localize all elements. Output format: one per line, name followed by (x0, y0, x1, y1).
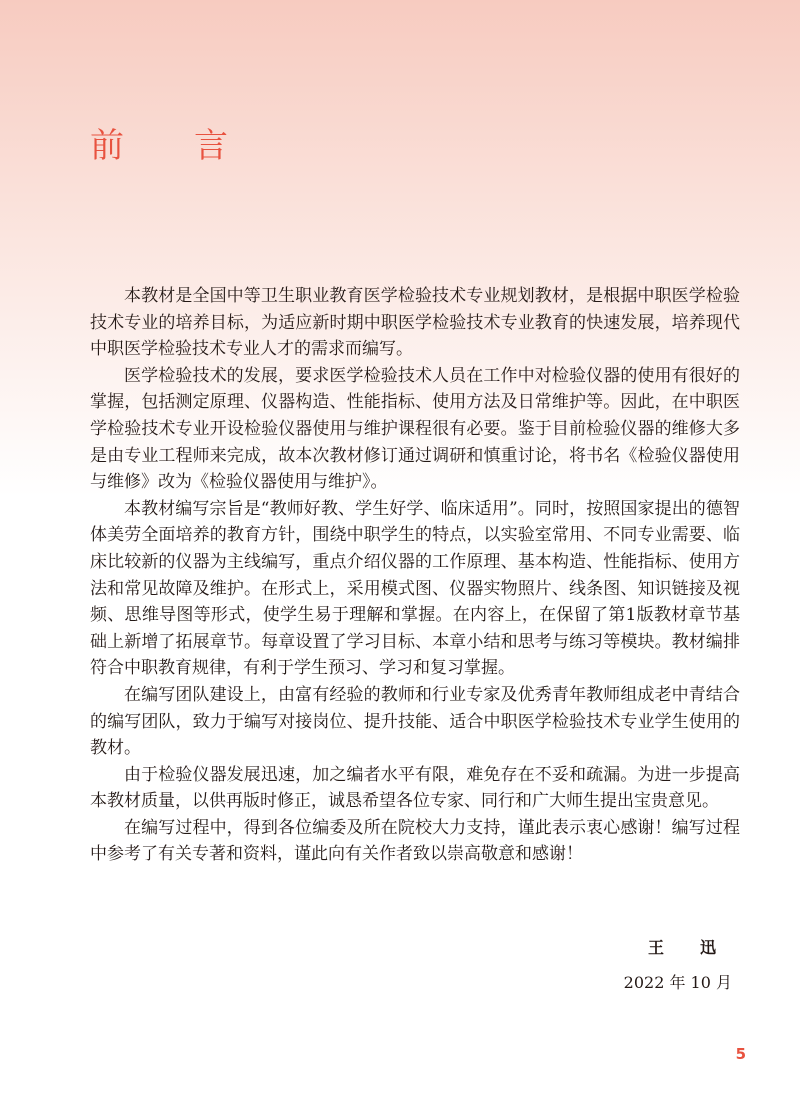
paragraph: 在编写过程中，得到各位编委及所在院校大力支持，谨此表示衷心感谢！编写过程中参考了有关专著和资料，谨此向有关作者致以崇高敬意和感谢！ (90, 817, 740, 865)
paragraph: 由于检验仪器发展迅速，加之编者水平有限，难免存在不妥和疏漏。为进一步提高本教材质量，以供再版时修正，诚恳希望各位专家、同行和广大师生提出宝贵意见。 (90, 764, 740, 812)
page-number: 5 (735, 1045, 746, 1063)
page-title: 前 言 (90, 126, 246, 166)
paragraph: 在编写团队建设上，由富有经验的教师和行业专家及优秀青年教师组成老中青结合的编写团队，致力于编写对接岗位、提升技能、适合中职医学检验技术专业学生使用的教材。 (90, 684, 740, 759)
paragraph: 本教材编写宗旨是“教师好教、学生好学、临床适用”。同时，按照国家提出的德智体美劳全面培养的教育方针，围绕中职学生的特点，以实验室常用、不同专业需要、临床比较新的仪器为主线编写，重点介绍仪器的工作原理、基本构造、性能指标、使用方法和常见故障及维护。在形式上，采用模式图、仪器实物照片、线条图、知识链接及视频、思维导图等形式，使学生易于理解和掌握。在内容上，在保留了第1版教材章节基础上新增了拓展章节。每章设置了学习目标、本章小结和思考与练习等模块。教材编排符合中职教育规律，有利于学生预习、学习和复习掌握。 (90, 498, 740, 679)
preface-body (90, 283, 740, 868)
author-signature: 王 迅 (647, 938, 726, 957)
paragraph: 医学检验技术的发展，要求医学检验技术人员在工作中对检验仪器的使用有很好的掌握，包括测定原理、仪器构造、性能指标、使用方法及日常维护等。因此，在中职医学检验技术专业开设检验仪器使用与维护课程很有必要。鉴于目前检验仪器的维修大多是由专业工程师来完成，故本次教材修订通过调研和慎重讨论，将书名《检验仪器使用与维修》改为《检验仪器使用与维护》。 (90, 365, 740, 493)
paragraph: 本教材是全国中等卫生职业教育医学检验技术专业规划教材，是根据中职医学检验技术专业的培养目标，为适应新时期中职医学检验技术专业教育的快速发展，培养现代中职医学检验技术专业人才的需求而编写。 (90, 286, 740, 360)
date-line: 2022 年 10 月 (623, 973, 732, 992)
